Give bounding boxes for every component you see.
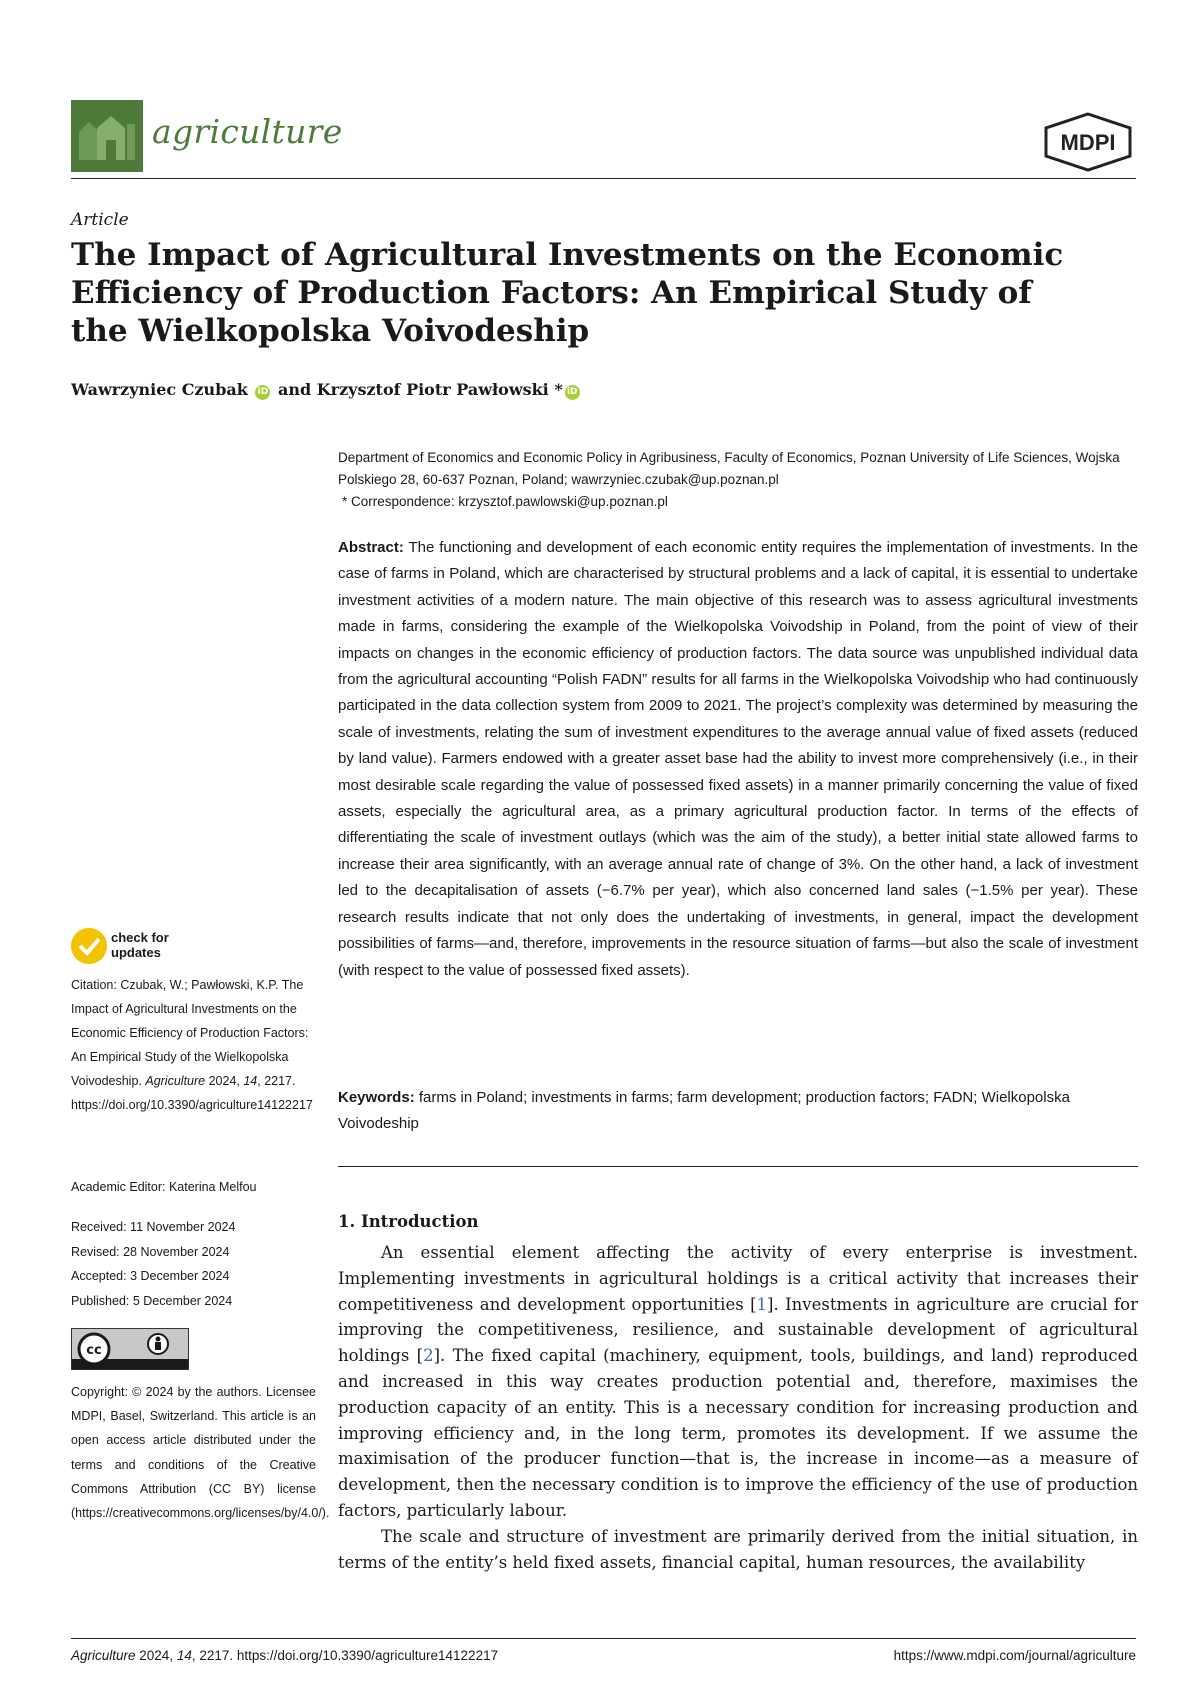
received-date: Received: 11 November 2024 [71,1220,236,1234]
footer-journal-url[interactable]: https://www.mdpi.com/journal/agriculture [893,1648,1136,1663]
keywords-divider [338,1166,1138,1167]
author-list [71,380,582,400]
revised-date: Revised: 28 November 2024 [71,1244,230,1259]
mdpi-logo [1040,112,1136,172]
header-divider [71,178,1136,179]
footer-journal: Agriculture [71,1648,136,1663]
publication-dates [71,1215,235,1313]
author-name: Wawrzyniec Czubak [71,380,248,399]
published-date: Published: 5 December 2024 [71,1293,233,1308]
reference-link[interactable]: 2 [423,1346,434,1366]
correspondence: * Correspondence: krzysztof.pawlowski@up.poznan.pl [342,494,668,509]
article-type: Article [71,210,129,230]
affiliation-block [338,447,1138,513]
footer-volume: 14 [176,1648,192,1663]
check-updates-label: updates [111,945,161,960]
paragraph-text: ]. Investments in agriculture are crucial for improving the competitiveness, resilience, and sustainable development of agricultural holdings [ [338,1294,1138,1366]
article-title: The Impact of Agricultural Investments on the Economic Efficiency of Production Factors: An Empirical Study of the Wielkopolska Voivodeship [71,237,1064,349]
accepted-date: Accepted: 3 December 2024 [71,1269,230,1283]
academic-editor: Academic Editor: Katerina Melfou [71,1180,257,1194]
abstract [338,535,1138,984]
section-heading: 1. Introduction [338,1212,479,1231]
citation-text: Citation: Czubak, W.; Pawłowski, K.P. The Impact of Agricultural Investments on the Economic Efficiency of Production Factors: An Empirical Study of the Wielkopolska Voivodeship. [71,978,309,1088]
footer-divider [71,1638,1136,1639]
keywords [338,1085,1138,1137]
cc-by-license-icon[interactable] [71,1328,189,1370]
check-updates-label: check for [111,930,169,945]
journal-logo [71,100,143,172]
orcid-icon[interactable]: iD [255,385,270,400]
paragraph-text: ]. The fixed capital (machinery, equipment, tools, buildings, and land) reproduced and increased in this way creates production potential and, therefore, maximises the production capacity of an entity. This is a necessary condition for increasing production and improving efficiency and, in the long term, promotes its development. If we assume the maximisation of the producer function—that is, the increase in income—as a measure of development, then the necessary condition is to improve the efficiency of the use of production factors, particularly labour. [338,1346,1138,1520]
abstract-label: Abstract: [338,539,404,556]
footer-citation [71,1648,498,1663]
orcid-icon[interactable]: iD [565,385,580,400]
paragraph-text: An essential element affecting the activity of every enterprise is investment. Implementing investments in agricultural holdings is a critical activity that increases their competitiveness and development opportunities [ [338,1243,1138,1314]
keywords-label: Keywords: [338,1089,415,1106]
citation-journal: Agriculture [145,1074,206,1088]
keywords-text: farms in Poland; investments in farms; farm development; production factors; FADN; Wielkopolska Voivodeship [338,1089,1070,1132]
citation-doi-link[interactable]: , 2217. https://doi.org/10.3390/agriculture14122217 [71,1074,313,1112]
author-name: and Krzysztof Piotr Pawłowski [277,380,549,399]
copyright-notice: Copyright: © 2024 by the authors. Licensee MDPI, Basel, Switzerland. This article is an open access article distributed under the terms and conditions of the Creative Commons Attribution (CC BY) license (https://creativecommons.org/licenses/by/4.0/). [71,1385,330,1521]
barn-icon [71,100,143,172]
affiliation: Department of Economics and Economic Policy in Agribusiness, Faculty of Economics, Poznan University of Life Sciences, Wojska Polskiego 28, 60-637 Poznan, Poland; wawrzyniec.czubak@up.poznan.pl [338,450,1120,487]
footer-doi-link[interactable]: , 2217. https://doi.org/10.3390/agriculture14122217 [191,1648,499,1663]
citation-text: 2024, [205,1074,244,1088]
svg-text:cc: cc [86,1343,102,1358]
paragraph [338,1240,1138,1524]
reference-link[interactable]: 1 [756,1294,768,1314]
check-updates-icon [71,928,107,964]
correspondence-mark: * [554,380,563,399]
introduction-body [338,1240,1138,1575]
citation [71,973,316,1117]
paragraph: The scale and structure of investment are primarily derived from the initial situation, in terms of the entity’s held fixed assets, financial capital, human resources, the availability [338,1526,1138,1572]
abstract-text: The functioning and development of each economic entity requires the implementation of investments. In the case of farms in Poland, which are characterised by structural problems and a lack of capital, it is essential to undertake investment activities of a modern nature. The main objective of this research was to assess agricultural investments made in farms, considering the example of the Wielkopolska Voivodship in Poland, from the point of view of their impacts on changes in the economic efficiency of production factors. The data source was unpublished individual data from the agricultural accounting “Polish FADN” results for all farms in the Wielkopolska Voivodship who had continuously participated in the data collection system from 2009 to 2021. The project’s complexity was determined by measuring the scale of investments, relating the sum of investment expenditures to the average annual value of fixed assets (reduced by land value). Farmers endowed with a greater asset base had the ability to invest more comprehensively (i.e., in their most desirable scale regarding the value of possessed fixed assets) in a manner primarily concerning the value of fixed assets, especially the agricultural area, as a primary agricultural production factor. In terms of the effects of differentiating the scale of investment outlays (which was the aim of the study), a better initial state allowed farms to increase their area significantly, with an average annual rate of change of 3%. On the other hand, a lack of investment led to the decapitalisation of assets (−6.7% per year), which also concerned land sales (−1.5% per year). These research results indicate that not only does the undertaking of investments, in general, impact the development possibilities of farms—and, therefore, improvements in the resource situation of farms—but also the scale of investment (with respect to the value of possessed fixed assets). [338,539,1138,979]
mdpi-logo-text: MDPI [1060,130,1116,155]
citation-volume: 14 [243,1074,258,1088]
check-for-updates-badge[interactable] [71,928,221,968]
footer-text: 2024, [135,1648,177,1663]
journal-name: agriculture [152,112,343,151]
